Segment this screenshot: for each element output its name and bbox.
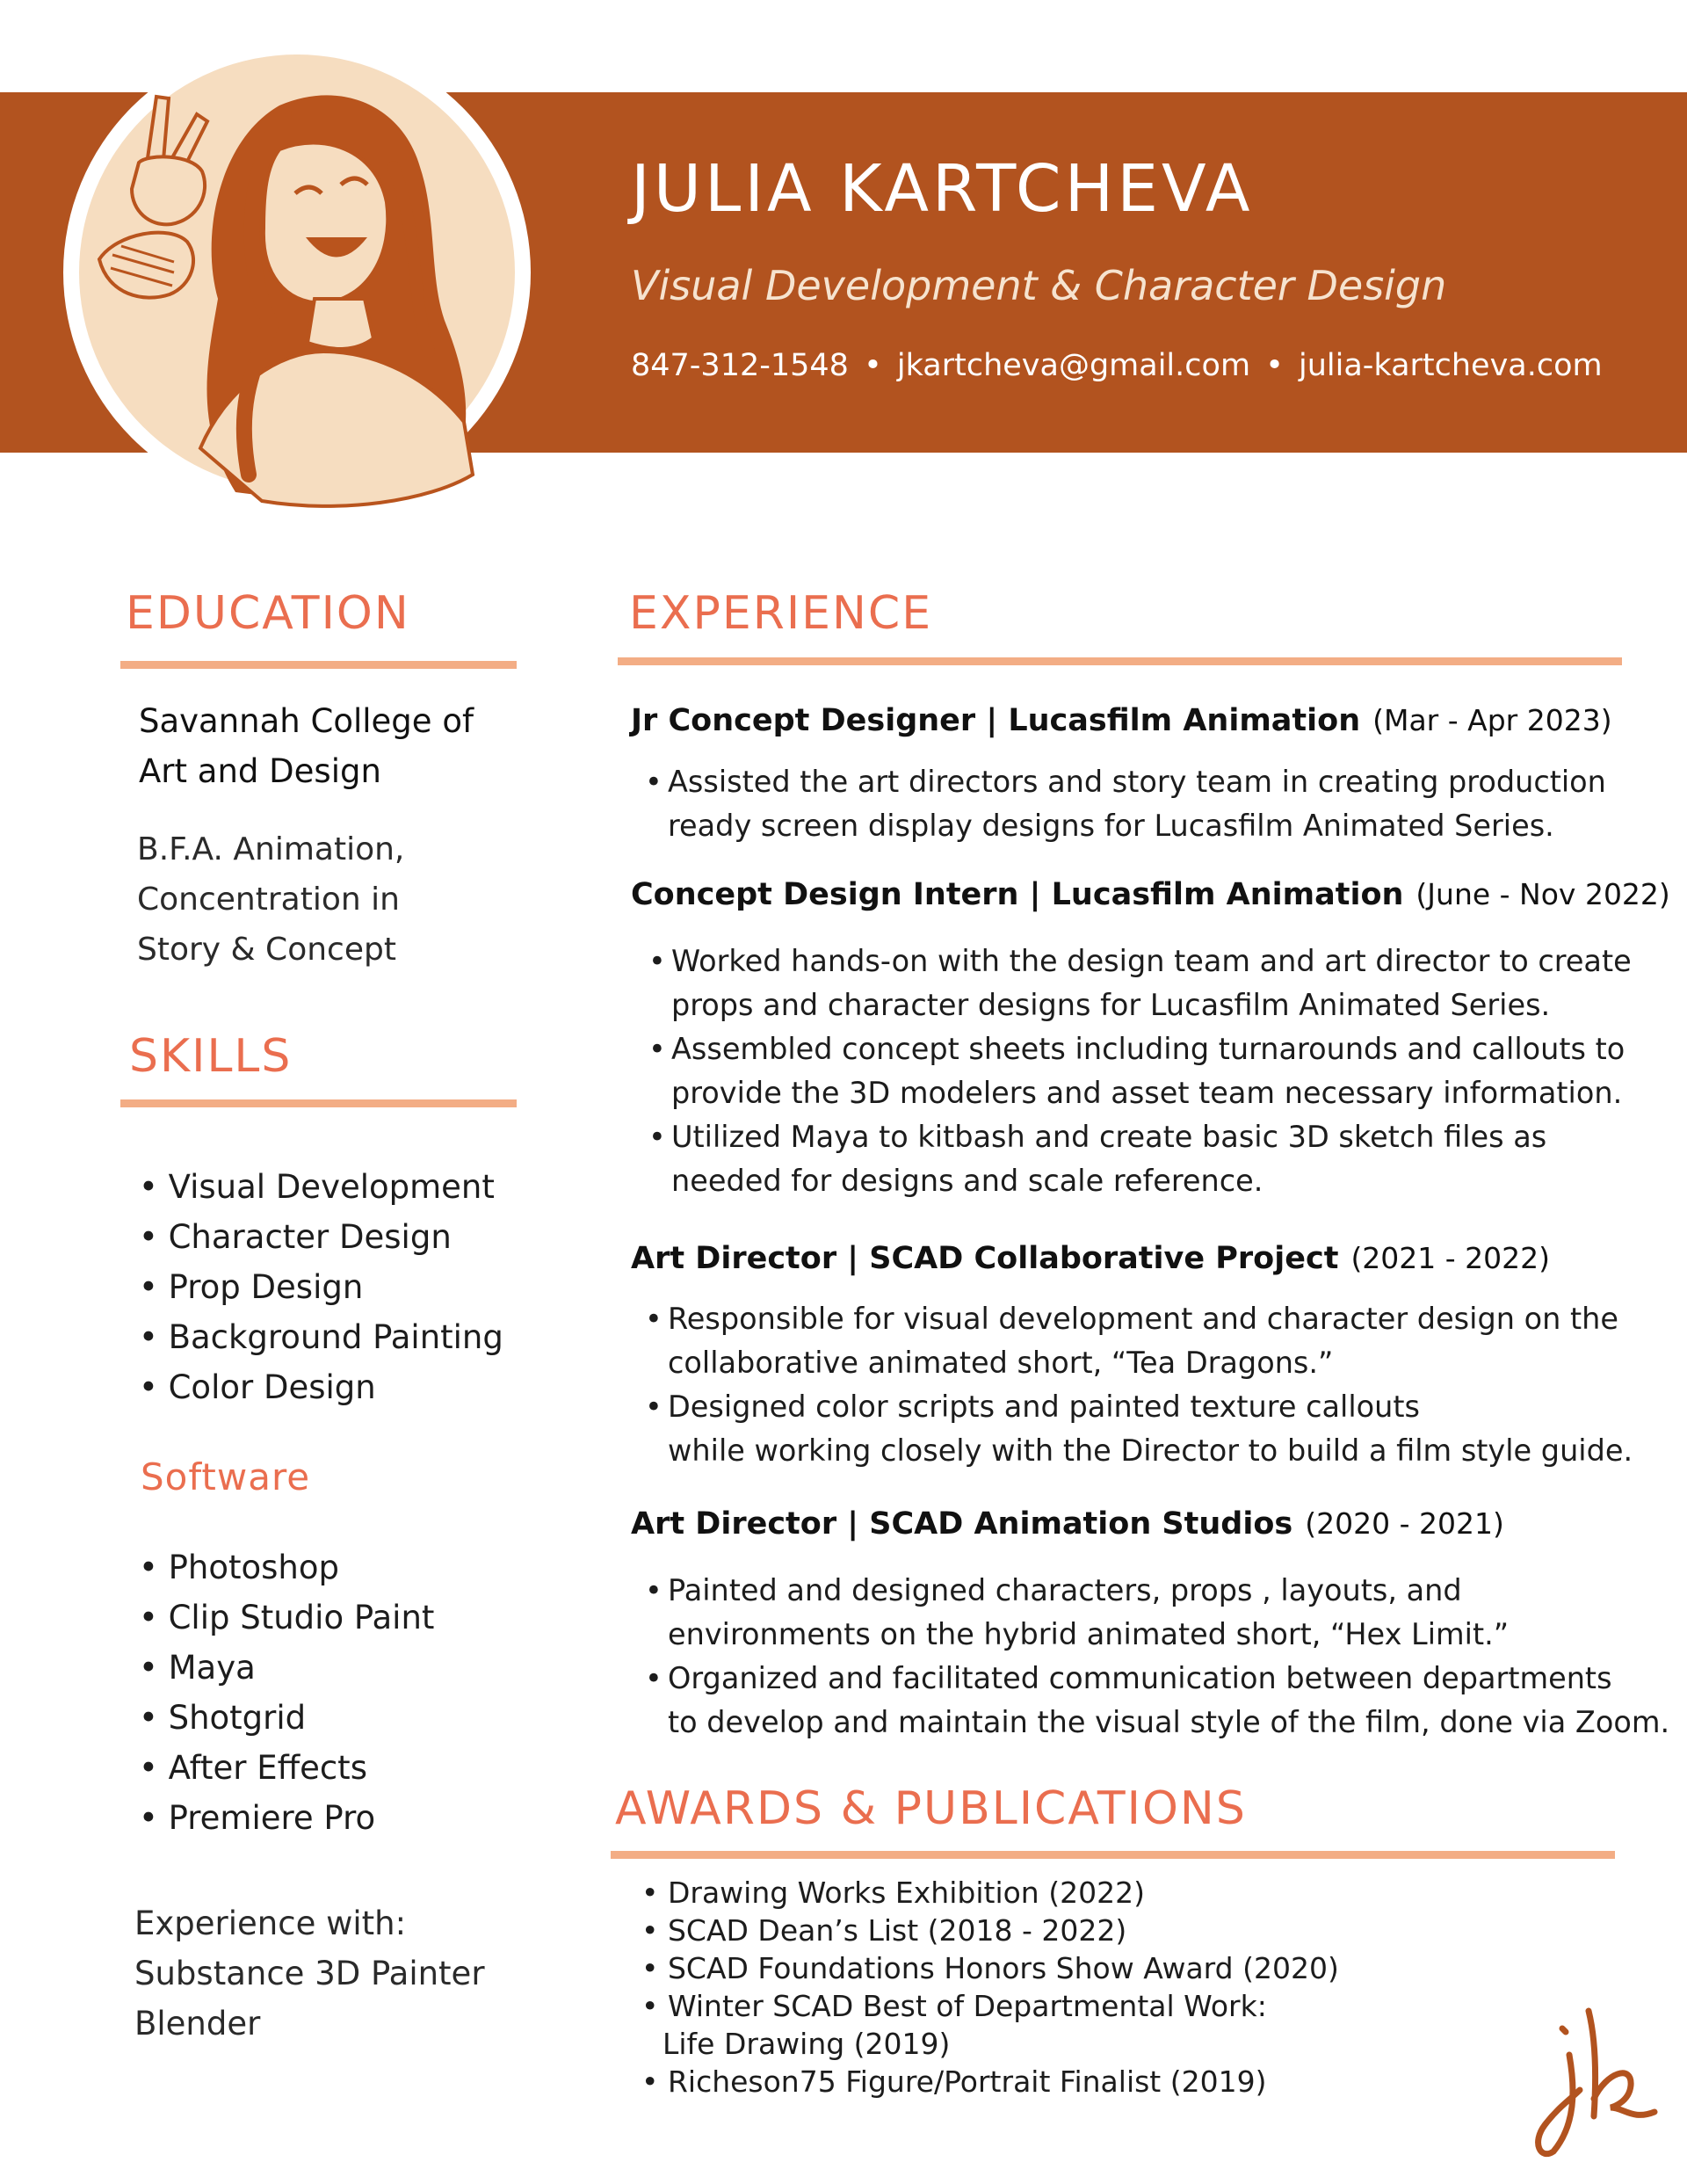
list-item: • SCAD Dean’s List (2018 - 2022) bbox=[641, 1913, 1127, 1948]
bullet-line: needed for designs and scale reference. bbox=[671, 1164, 1263, 1198]
list-item: • Shotgrid bbox=[139, 1693, 434, 1743]
school-line-1: Savannah College of bbox=[139, 702, 474, 740]
job-bullet: • Painted and designed characters, props , layouts, and environments on the hybrid animated short, “Hex Limit.” • Organized and facilitated communication between departments to develop and maintain the visual style of the film, done via Zoom. bbox=[645, 1569, 1669, 1745]
list-item: • Drawing Works Exhibition (2022) bbox=[641, 1876, 1145, 1910]
email-link[interactable]: jkartcheva@gmail.com bbox=[896, 348, 1251, 383]
job-title bbox=[631, 1241, 1550, 1276]
job-title bbox=[631, 877, 1670, 912]
experience-rule bbox=[618, 657, 1622, 665]
job-bullet: • Assisted the art directors and story team in creating production ready screen display designs for Lucasfilm Animated Series. bbox=[645, 760, 1606, 848]
degree bbox=[137, 824, 404, 975]
list-item: • Maya bbox=[139, 1643, 434, 1693]
experience-heading: EXPERIENCE bbox=[629, 587, 933, 640]
list-item: • Clip Studio Paint bbox=[139, 1593, 434, 1643]
list-item: • After Effects bbox=[139, 1743, 434, 1793]
job-title bbox=[631, 703, 1612, 738]
job-dates: (2020 - 2021) bbox=[1305, 1506, 1504, 1541]
job-title bbox=[631, 1506, 1504, 1542]
bullet-line: Responsible for visual development and character design on the bbox=[668, 1302, 1618, 1336]
award-line: Winter SCAD Best of Departmental Work: bbox=[667, 1989, 1267, 2023]
contact-line bbox=[631, 348, 1603, 383]
education-heading: EDUCATION bbox=[126, 587, 410, 640]
candidate-subtitle: Visual Development & Character Design bbox=[631, 262, 1447, 309]
awards-rule bbox=[611, 1851, 1615, 1859]
list-item: • Visual Development bbox=[139, 1162, 503, 1212]
skills-rule bbox=[120, 1099, 517, 1107]
bullet-line: to develop and maintain the visual style of the film, done via Zoom. bbox=[668, 1705, 1670, 1739]
school-line-2: Art and Design bbox=[139, 752, 381, 790]
list-item: • Color Design bbox=[139, 1362, 503, 1412]
list-item: Blender bbox=[134, 2005, 261, 2043]
award-line: Drawing Works Exhibition (2022) bbox=[667, 1876, 1145, 1910]
list-item: • Winter SCAD Best of Departmental Work: bbox=[641, 1989, 1267, 2023]
job-dates: (Mar - Apr 2023) bbox=[1372, 703, 1612, 737]
degree-line-2: Concentration in bbox=[137, 882, 400, 918]
list-item: • SCAD Foundations Honors Show Award (2020) bbox=[641, 1951, 1339, 1985]
job-role: Jr Concept Designer | Lucasfilm Animation bbox=[631, 703, 1361, 738]
list-item: Substance 3D Painter bbox=[134, 1955, 485, 1992]
extra-software-label: Experience with: bbox=[134, 1905, 407, 1942]
education-rule bbox=[120, 661, 517, 669]
job-dates: (2021 - 2022) bbox=[1350, 1241, 1551, 1275]
job-bullet: • Worked hands-on with the design team and art director to create props and character designs for Lucasfilm Animated Series. • Assembled concept sheets including turnarounds and callouts to provide the 3D modelers and asset team necessary information. • Utilized Maya to kitbash and create basic 3D sketch files as needed for designs and scale reference. bbox=[648, 940, 1632, 1203]
extra-software bbox=[134, 1898, 485, 2049]
bullet-line: Utilized Maya to kitbash and create basic 3D sketch files as bbox=[671, 1120, 1547, 1154]
illustrated-portrait-icon bbox=[60, 35, 534, 510]
bullet-line: Organized and facilitated communication between departments bbox=[668, 1661, 1612, 1695]
school-name bbox=[139, 696, 474, 796]
job-bullet: • Responsible for visual development and character design on the collaborative animated short, “Tea Dragons.” • Designed color scripts and painted texture callouts while working closely with the Director to build a film style guide. bbox=[645, 1297, 1633, 1473]
jk-signature-icon bbox=[1527, 1993, 1659, 2160]
list-item: • Character Design bbox=[139, 1212, 503, 1262]
bullet-line: provide the 3D modelers and asset team necessary information. bbox=[671, 1076, 1623, 1110]
bullet-line: Assisted the art directors and story team in creating production bbox=[668, 765, 1606, 799]
software-heading: Software bbox=[141, 1455, 311, 1498]
list-item: • Premiere Pro bbox=[139, 1793, 434, 1843]
contact-separator: • bbox=[1265, 348, 1284, 383]
list-item: • Richeson75 Figure/Portrait Finalist (2019) bbox=[641, 2064, 1267, 2099]
award-line: Richeson75 Figure/Portrait Finalist (2019) bbox=[667, 2064, 1267, 2099]
skills-list bbox=[139, 1162, 503, 1412]
skills-heading: SKILLS bbox=[129, 1030, 293, 1083]
job-role: Art Director | SCAD Animation Studios bbox=[631, 1506, 1293, 1542]
bullet-line: collaborative animated short, “Tea Dragons.” bbox=[668, 1346, 1334, 1380]
list-item: • Background Painting bbox=[139, 1312, 503, 1362]
bullet-line: environments on the hybrid animated short, “Hex Limit.” bbox=[668, 1617, 1510, 1651]
bullet-line: while working closely with the Director to build a film style guide. bbox=[668, 1433, 1633, 1468]
bullet-line: Worked hands-on with the design team and art director to create bbox=[671, 944, 1632, 978]
bullet-line: ready screen display designs for Lucasfilm Animated Series. bbox=[668, 809, 1554, 843]
website-link[interactable]: julia-kartcheva.com bbox=[1298, 348, 1603, 383]
job-role: Concept Design Intern | Lucasfilm Animation bbox=[631, 877, 1404, 912]
degree-line-1: B.F.A. Animation, bbox=[137, 831, 405, 867]
awards-heading: AWARDS & PUBLICATIONS bbox=[615, 1782, 1247, 1835]
list-item: • Photoshop bbox=[139, 1542, 434, 1593]
bullet-line: props and character designs for Lucasfilm Animated Series. bbox=[671, 988, 1551, 1022]
software-list bbox=[139, 1542, 434, 1843]
job-role: Art Director | SCAD Collaborative Project bbox=[631, 1241, 1339, 1276]
bullet-line: Painted and designed characters, props , layouts, and bbox=[668, 1573, 1462, 1607]
phone-number: 847-312-1548 bbox=[631, 348, 849, 383]
candidate-name: JULIA KARTCHEVA bbox=[631, 151, 1254, 227]
list-item: • Prop Design bbox=[139, 1262, 503, 1312]
bullet-line: Designed color scripts and painted texture callouts bbox=[668, 1389, 1420, 1424]
degree-line-3: Story & Concept bbox=[137, 932, 396, 968]
bullet-line: Assembled concept sheets including turnarounds and callouts to bbox=[671, 1032, 1625, 1066]
award-line: Life Drawing (2019) bbox=[662, 2027, 951, 2061]
award-line: SCAD Dean’s List (2018 - 2022) bbox=[667, 1913, 1127, 1948]
contact-separator: • bbox=[864, 348, 882, 383]
award-line: SCAD Foundations Honors Show Award (2020) bbox=[667, 1951, 1339, 1985]
job-dates: (June - Nov 2022) bbox=[1415, 877, 1670, 911]
awards-list bbox=[641, 1874, 1339, 2101]
